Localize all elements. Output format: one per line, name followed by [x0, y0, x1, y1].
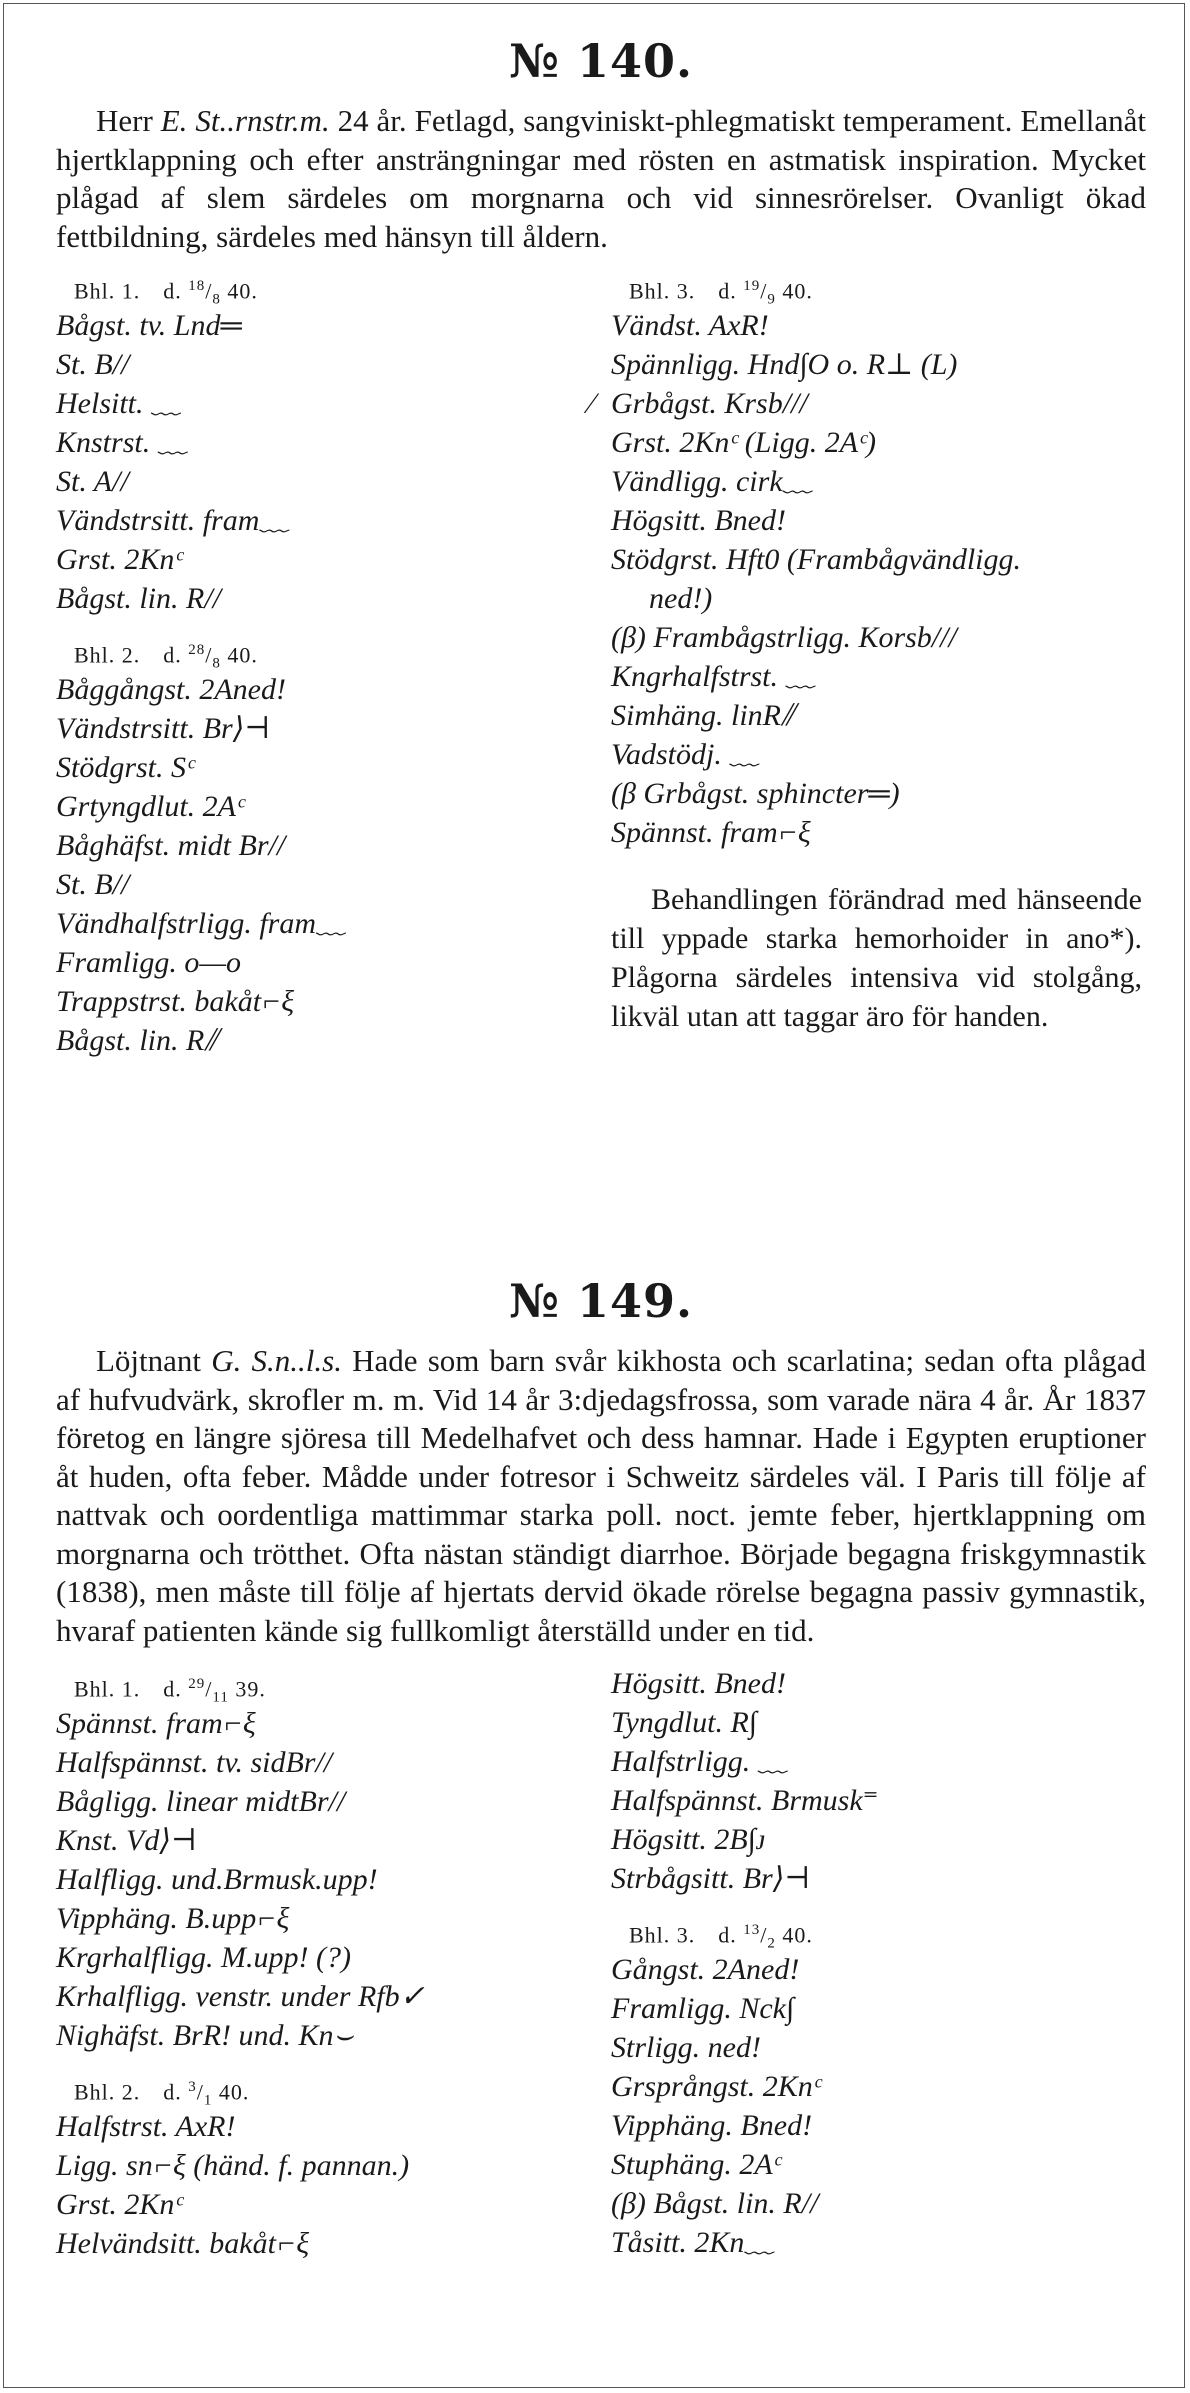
exercise-entry	[611, 2145, 1146, 2184]
exercise-text: Bågligg. linear midtBr//	[56, 1785, 346, 1818]
exercise-entry	[56, 1899, 596, 1938]
exercise-text: Vändstrsitt. fram﹏	[56, 504, 290, 537]
session-label: Bhl. 2.	[74, 642, 141, 668]
session-month: 1	[203, 2092, 213, 2109]
session-header: Bhl. 1. d. $^{18}/_8$ 40.	[74, 278, 258, 308]
session-month: 8	[212, 655, 221, 672]
exercise-text: St. B//	[56, 868, 130, 901]
exercise-text: Båghäfst. midt Br//	[56, 829, 286, 862]
exercise-text: Grtyngdlut. 2Aᶜ	[56, 790, 244, 823]
exercise-entry	[56, 709, 596, 748]
exercise-text: Bågst. tv. Lnd═	[56, 309, 242, 342]
exercise-entry	[56, 2224, 596, 2263]
exercise-entry	[56, 1821, 596, 1860]
exercise-text: Grst. 2Knᶜ	[56, 543, 183, 576]
exercise-entry	[56, 982, 596, 1021]
exercise-entry	[56, 345, 596, 384]
exercise-entry	[56, 1704, 596, 1743]
treatment-note	[611, 880, 1146, 1036]
section-gap	[56, 618, 596, 630]
exercise-entry	[611, 462, 1146, 501]
exercise-text: Stödgrst. Sᶜ	[56, 751, 194, 784]
session-header: Bhl. 1. d. $^{29}/_{11}$ 39.	[74, 1676, 266, 1706]
exercise-entry	[56, 1782, 596, 1821]
exercise-entry	[611, 540, 1146, 579]
exercise-entry	[56, 306, 596, 345]
exercise-entry	[611, 423, 1146, 462]
exercise-entry	[611, 735, 1146, 774]
exercise-entry	[611, 2106, 1146, 2145]
case-intro-text: 24 år. Fetlagd, sangviniskt-phlegmatiskt temperament. Emellanåt hjertklappning och efter ansträngningar med rösten en astmatisk inspiration. Mycket plågad af slem särdeles om morgnarna och vid sinnesrörelser. Ovanligt ökad fettbildning, särdeles med hänsyn till åldern.	[56, 103, 1147, 254]
exercise-text: Krgrhalfligg. M.upp! (?)	[56, 1941, 352, 1974]
case-140	[56, 26, 1146, 1096]
exercise-text: Vändligg. cirk﹏	[611, 465, 813, 498]
session-day: 18	[188, 278, 206, 294]
case-intro-text: Hade som barn svår kikhosta och scarlatina; sedan ofta plågad af hufvudvärk, skrofler m. m. Vid 14 år 3:djedagsfrossa, som varade nära 4 år. År 1837 företog en längre sjöresa till Medelhafvet och dess hamnar. Hade i Egypten eruptioner åt huden, ofta feber. Mådde under fotresor i Schweitz särdeles väl. I Paris till följe af nattvak och oordentliga mattimmar starka poll. noct. jemte feber, hjertklappning om morgnarna och trötthet. Ofta nästan ständigt diarrhoe. Började begagna friskgymnastik (1838), men måste till följe af hjertats dervid ökade rörelse begagna passiv gymnastik, hvaraf patienten kände sig fullkomligt återställd under en tid.	[56, 1343, 1147, 1648]
exercise-text: Strbågsitt. Br⟩⊣	[611, 1862, 811, 1895]
exercise-entry	[611, 1703, 1146, 1742]
case-intro	[56, 1342, 1146, 1650]
exercise-text: St. B//	[56, 348, 130, 381]
exercise-entry	[611, 618, 1146, 657]
exercise-entry	[56, 1938, 596, 1977]
exercise-entry	[611, 579, 1146, 618]
session-day: 28	[188, 642, 206, 658]
treatment-column-left	[56, 1664, 596, 2263]
exercise-text: Vändst. AxR!	[611, 309, 769, 342]
case-title: № 140.	[508, 34, 694, 88]
treatment-columns	[56, 266, 1146, 1096]
treatment-column-right	[589, 266, 1146, 1036]
session-date-prefix: d.	[163, 642, 182, 668]
session-day: 29	[188, 1676, 206, 1692]
session-day: 13	[743, 1922, 761, 1938]
session-date-prefix: d.	[163, 2079, 182, 2105]
exercise-text: Halfstrst. AxR!	[56, 2110, 236, 2143]
session-label: Bhl. 2.	[74, 2079, 141, 2105]
exercise-text: Knstrst. ﹏	[56, 426, 188, 459]
exercise-entry	[56, 670, 596, 709]
exercise-entry	[56, 904, 596, 943]
patient-name: G. S.n..l.s.	[211, 1343, 342, 1378]
section-gap	[56, 2055, 596, 2067]
session-month: 11	[212, 1689, 229, 1706]
exercise-entry	[56, 1021, 596, 1060]
exercise-text: Helsitt. ﹏	[56, 387, 181, 420]
treatment-column-left	[56, 266, 596, 1060]
exercise-text: Nighäfst. BrR! und. Kn⌣	[56, 2019, 354, 2052]
document-page	[3, 3, 1185, 2388]
exercise-text: Bågst. lin. R//	[56, 582, 221, 615]
exercise-text: Halfspännst. Brmusk⁼	[611, 1784, 879, 1817]
exercise-text: (β) Frambågstrligg. Korsb///	[611, 621, 957, 654]
session-header: Bhl. 3. d. $^{19}/_9$ 40.	[629, 278, 813, 308]
exercise-text: ned!)	[649, 582, 713, 615]
exercise-entry	[56, 2107, 596, 2146]
exercise-text: Stuphäng. 2Aᶜ	[611, 2148, 781, 2181]
session-date-prefix: d.	[163, 1676, 182, 1702]
session-year: 40.	[782, 1922, 813, 1948]
exercise-entry	[56, 501, 596, 540]
session-year: 40.	[218, 2079, 250, 2105]
exercise-entry	[56, 943, 596, 982]
exercise-text: Gångst. 2Aned!	[611, 1953, 800, 1986]
session-day: 19	[743, 278, 761, 294]
exercise-text: Bågst. lin. R⫽	[56, 1024, 218, 1057]
session-year: 40.	[782, 278, 813, 304]
exercise-text: Ligg. sn⌐ξ (händ. f. pannan.)	[56, 2149, 410, 2182]
exercise-text: St. A//	[56, 465, 129, 498]
exercise-entry	[611, 774, 1146, 813]
patient-name: E. St..rnstr.m.	[160, 103, 330, 138]
exercise-entry	[611, 1820, 1146, 1859]
exercise-entry	[589, 384, 1146, 423]
exercise-text: Simhäng. linR⫽	[611, 699, 795, 732]
exercise-entry	[611, 1989, 1146, 2028]
exercise-text: Vadstödj. ﹏	[611, 738, 760, 771]
case-149	[56, 1266, 1146, 2364]
session-label: Bhl. 1.	[74, 278, 141, 304]
exercise-text: Krhalfligg. venstr. under Rfb✓	[56, 1980, 425, 2013]
session-header: Bhl. 3. d. $^{13}/_2$ 40.	[629, 1922, 813, 1952]
exercise-entry	[611, 2067, 1146, 2106]
exercise-entry	[611, 2184, 1146, 2223]
exercise-text: Grst. 2Knᶜ (Ligg. 2Aᶜ)	[611, 426, 876, 459]
session-label: Bhl. 3.	[629, 1922, 696, 1948]
exercise-entry	[56, 540, 596, 579]
exercise-entry	[611, 2223, 1146, 2262]
exercise-entry	[56, 1977, 596, 2016]
treatment-column-right	[611, 1664, 1146, 2262]
exercise-entry	[56, 423, 596, 462]
exercise-text: Vändstrsitt. Br⟩⊣	[56, 712, 271, 745]
exercise-text: Halfspännst. tv. sidBr//	[56, 1746, 333, 1779]
exercise-text: Vipphäng. B.upp⌐ξ	[56, 1902, 290, 1935]
exercise-entry	[56, 1860, 596, 1899]
exercise-entry	[56, 1743, 596, 1782]
exercise-entry	[611, 1664, 1146, 1703]
case-intro	[56, 102, 1146, 256]
exercise-text: Spännst. fram⌐ξ	[56, 1707, 256, 1740]
exercise-text: Trappstrst. bakåt⌐ξ	[56, 985, 295, 1018]
exercise-entry	[611, 1781, 1146, 1820]
exercise-entry	[611, 657, 1146, 696]
exercise-text: Högsitt. Bned!	[611, 504, 786, 537]
exercise-text: Spännligg. Hnd∫O o. R⊥ (L)	[611, 348, 958, 381]
exercise-text: Framligg. o—o	[56, 946, 242, 979]
session-header: Bhl. 2. d. $^{28}/_8$ 40.	[74, 642, 258, 672]
exercise-entry	[611, 345, 1146, 384]
exercise-entry	[56, 748, 596, 787]
right-entries	[589, 266, 1146, 852]
exercise-text: (β) Bågst. lin. R//	[611, 2187, 819, 2220]
exercise-entry	[611, 1742, 1146, 1781]
section-gap	[611, 1898, 1146, 1910]
exercise-entry	[611, 2028, 1146, 2067]
exercise-text: Tåsitt. 2Kn﹏	[611, 2226, 775, 2259]
session-label: Bhl. 1.	[74, 1676, 141, 1702]
exercise-text: Framligg. Nck∫	[611, 1992, 795, 2025]
exercise-entry	[56, 462, 596, 501]
exercise-text: (β Grbågst. sphincter═)	[611, 777, 900, 810]
exercise-text: Tyngdlut. R∫	[611, 1706, 757, 1739]
exercise-text: Halfstrligg. ﹏	[611, 1745, 788, 1778]
margin-mark: ⁄	[589, 387, 595, 420]
session-month: 8	[212, 291, 221, 308]
exercise-entry	[56, 787, 596, 826]
exercise-text: Spännst. fram⌐ξ	[611, 816, 811, 849]
exercise-text: Halfligg. und.Brmusk.upp!	[56, 1863, 378, 1896]
exercise-entry	[611, 1859, 1146, 1898]
exercise-entry	[56, 2185, 596, 2224]
session-date-prefix: d.	[718, 278, 737, 304]
treatment-note-text: Behandlingen förändrad med hänseende till yppade starka hemorhoider in ano*). Plågorna särdeles intensiva vid stolgång, likväl utan att taggar äro för handen.	[611, 883, 1142, 1033]
session-year: 40.	[227, 642, 258, 668]
session-month: 2	[767, 1935, 776, 1952]
exercise-entry	[56, 2146, 596, 2185]
session-label: Bhl. 3.	[629, 278, 696, 304]
exercise-text: Helvändsitt. bakåt⌐ξ	[56, 2227, 310, 2260]
exercise-text: Grbågst. Krsb///	[611, 387, 808, 420]
session-month: 9	[767, 291, 776, 308]
exercise-text: Högsitt. 2B∫ᴊ	[611, 1823, 768, 1856]
exercise-entry	[56, 826, 596, 865]
exercise-text: Vändhalfstrligg. fram﹏	[56, 907, 347, 940]
exercise-text: Stödgrst. Hft0 (Frambågvändligg.	[611, 543, 1021, 576]
session-header: Bhl. 2. d. $^3/_1$ 40.	[74, 2079, 250, 2109]
session-day: 3	[188, 2079, 197, 2095]
exercise-entry	[56, 384, 596, 423]
exercise-entry	[56, 579, 596, 618]
exercise-entry	[611, 501, 1146, 540]
exercise-entry	[611, 1950, 1146, 1989]
patient-salutation: Herr	[96, 103, 153, 138]
case-title: № 149.	[508, 1274, 694, 1328]
session-year: 39.	[235, 1676, 266, 1702]
patient-salutation: Löjtnant	[96, 1343, 202, 1378]
exercise-entry	[611, 813, 1146, 852]
exercise-text: Strligg. ned!	[611, 2031, 761, 2064]
exercise-entry	[611, 696, 1146, 735]
exercise-text: Kngrhalfstrst. ﹏	[611, 660, 816, 693]
exercise-text: Båggångst. 2Aned!	[56, 673, 286, 706]
exercise-text: Grsprångst. 2Knᶜ	[611, 2070, 821, 2103]
exercise-entry	[56, 2016, 596, 2055]
session-year: 40.	[227, 278, 258, 304]
treatment-columns	[56, 1664, 1146, 2364]
exercise-entry	[56, 865, 596, 904]
exercise-text: Vipphäng. Bned!	[611, 2109, 813, 2142]
exercise-text: Knst. Vd⟩⊣	[56, 1824, 197, 1857]
exercise-text: Högsitt. Bned!	[611, 1667, 786, 1700]
exercise-entry	[611, 306, 1146, 345]
exercise-text: Grst. 2Knᶜ	[56, 2188, 183, 2221]
session-date-prefix: d.	[163, 278, 182, 304]
session-date-prefix: d.	[718, 1922, 737, 1948]
